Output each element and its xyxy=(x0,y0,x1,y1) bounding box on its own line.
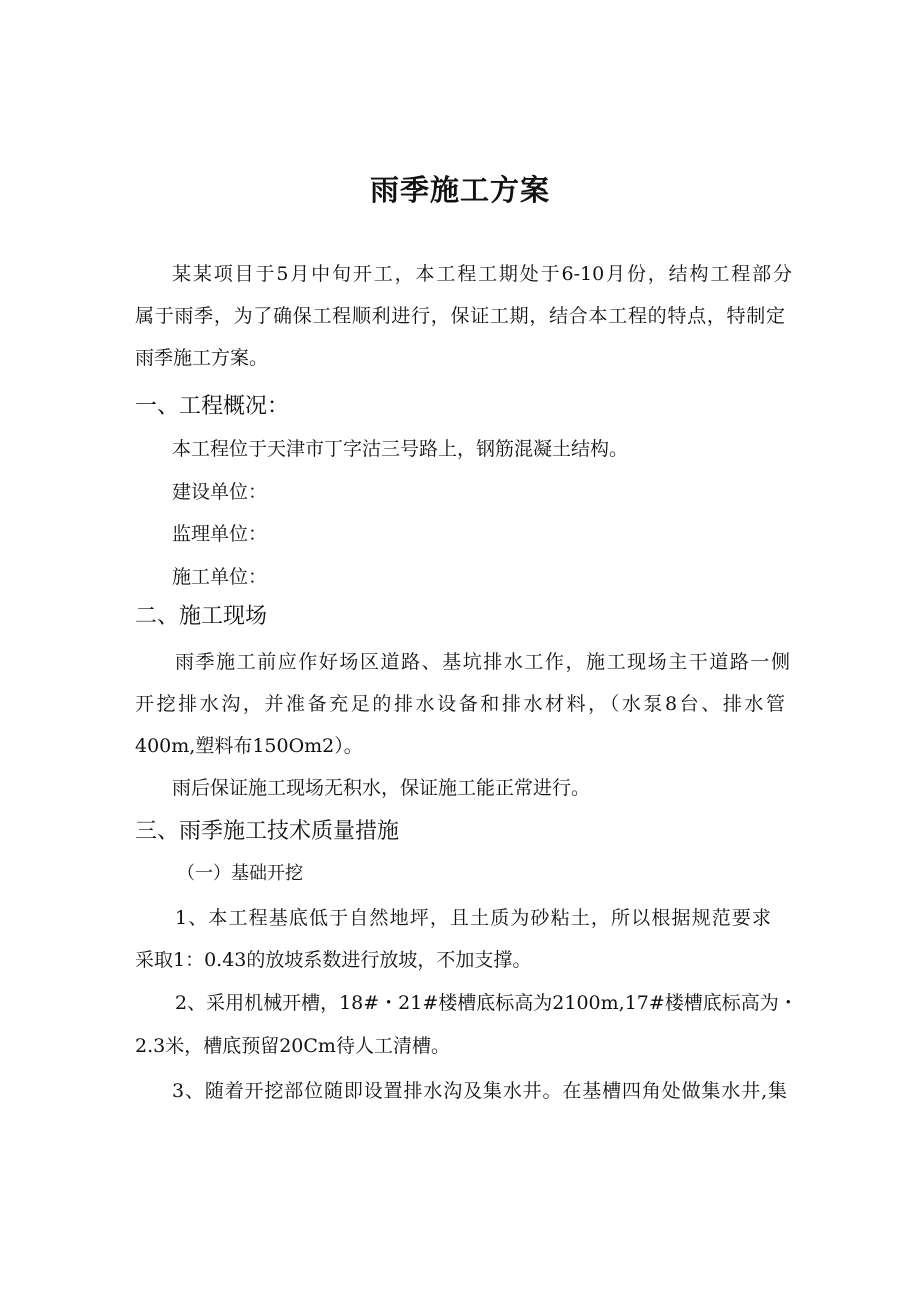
project-location: 本工程位于天津市丁字沽三号路上，钢筋混凝土结构。 xyxy=(172,438,629,460)
section-1-heading: 一、工程概况： xyxy=(135,394,290,419)
item-1-line-1: 1、本工程基底低于自然地坪，且土质为砂粘土，所以根据规范要求 xyxy=(175,907,771,929)
section-3-heading: 三、雨季施工技术质量措施 xyxy=(135,819,400,844)
supervisor-unit: 监理单位： xyxy=(172,523,268,545)
intro-line-2: 属于雨季，为了确保工程顺利进行，保证工期，结合本工程的特点，特制定 xyxy=(135,305,785,327)
subsection-foundation-heading: （一）基础开挖 xyxy=(177,863,303,884)
site-para-line-1: 雨季施工前应作好场区道路、基坑排水工作，施工现场主干道路一侧 xyxy=(175,651,790,673)
document-title: 雨季施工方案 xyxy=(369,173,550,207)
section-2-heading: 二、施工现场 xyxy=(135,604,268,629)
contractor-unit: 施工单位： xyxy=(172,566,268,588)
item-2-line-1: 2、采用机械开槽，18#・21#楼槽底标高为2100m,17#楼槽底标高为・ xyxy=(175,992,798,1014)
site-para-2: 雨后保证施工现场无积水，保证施工能正常进行。 xyxy=(172,777,591,799)
intro-line-3: 雨季施工方案。 xyxy=(135,347,269,369)
item-3-line-1: 3、随着开挖部位随即设置排水沟及集水井。在基槽四角处做集水井,集 xyxy=(172,1080,787,1102)
site-para-line-2: 开挖排水沟，并准备充足的排水设备和排水材料，（水泵8台、排水管 xyxy=(135,693,785,715)
item-1-line-2: 采取1：0.43的放坡系数进行放坡，不加支撑。 xyxy=(135,949,532,971)
item-2-line-2: 2.3米，槽底预留20Cm待人工清槽。 xyxy=(135,1035,450,1057)
site-para-line-3: 400m,塑料布150Om2）。 xyxy=(135,735,363,757)
intro-line-1: 某某项目于5月中旬开工，本工程工期处于6-10月份，结构工程部分 xyxy=(172,263,792,285)
builder-unit: 建设单位： xyxy=(172,481,268,503)
